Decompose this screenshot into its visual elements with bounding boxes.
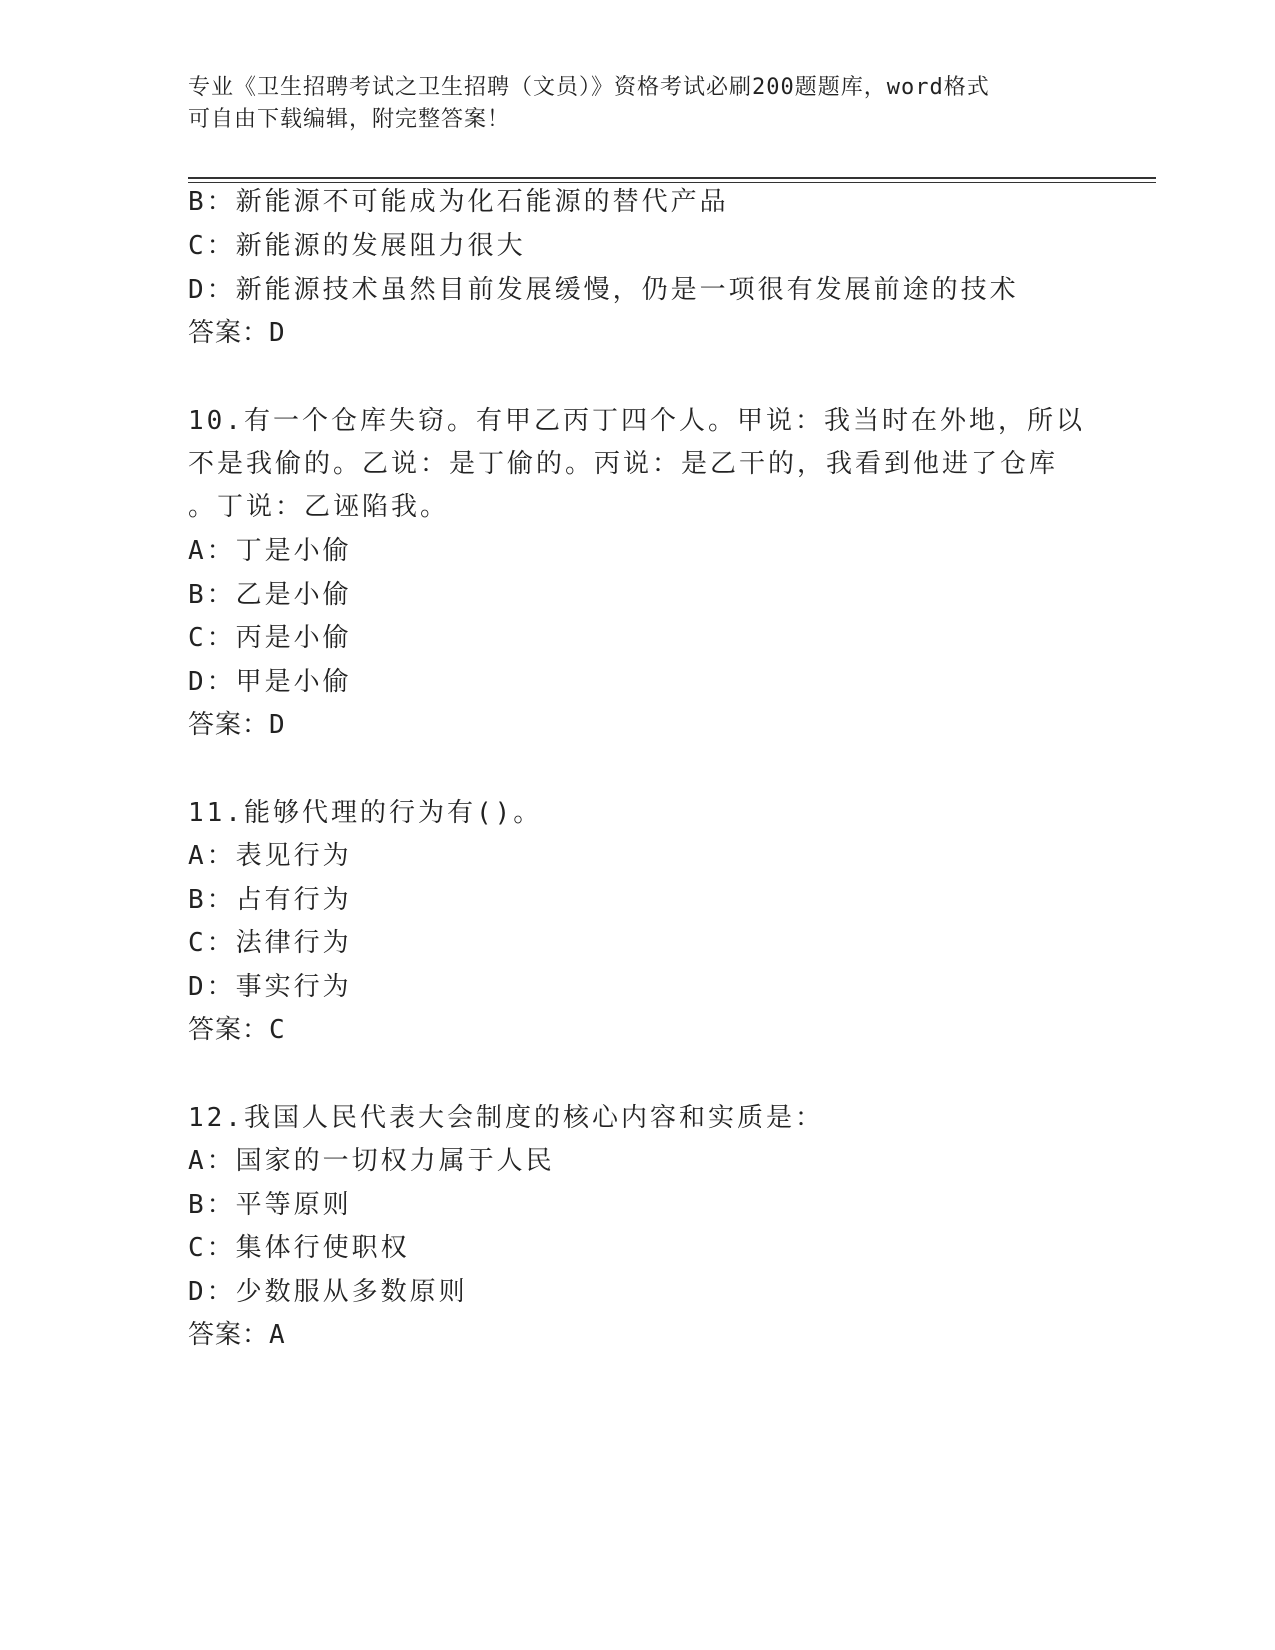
q12-option-d: D：少数服从多数原则: [188, 1277, 468, 1307]
q10-option-a: A：丁是小偷: [188, 536, 352, 566]
q12-stem: 12.我国人民代表大会制度的核心内容和实质是：: [188, 1103, 824, 1133]
q12-answer: 答案：A: [188, 1320, 286, 1350]
q10-option-b: B：乙是小偷: [188, 580, 352, 610]
q11-stem: 11.能够代理的行为有()。: [188, 798, 543, 828]
q11-answer: 答案：C: [188, 1015, 286, 1045]
header-line-1: 专业《卫生招聘考试之卫生招聘（文员）》资格考试必刷200题题库，word格式: [188, 75, 990, 100]
q11-option-d: D：事实行为: [188, 972, 352, 1002]
q12-option-a: A：国家的一切权力属于人民: [188, 1146, 555, 1176]
header-divider: [188, 177, 1156, 183]
q12-option-b: B：平等原则: [188, 1190, 352, 1220]
q11-option-c: C：法律行为: [188, 928, 352, 958]
page-header: [188, 72, 1068, 136]
header-line-2: 可自由下载编辑，附完整答案！: [188, 107, 511, 132]
q9-option-c: C：新能源的发展阻力很大: [188, 231, 526, 261]
q10-stem-line-2: 不是我偷的。乙说：是丁偷的。丙说：是乙干的，我看到他进了仓库: [188, 449, 1059, 479]
q11-option-b: B：占有行为: [188, 885, 352, 915]
q9-option-d: D：新能源技术虽然目前发展缓慢，仍是一项很有发展前途的技术: [188, 275, 1019, 305]
q9-answer: 答案：D: [188, 318, 286, 348]
q9-option-b: B：新能源不可能成为化石能源的替代产品: [188, 187, 729, 217]
q12-option-c: C：集体行使职权: [188, 1233, 410, 1263]
q11-option-a: A：表见行为: [188, 841, 352, 871]
q10-stem-line-1: 10.有一个仓库失窃。有甲乙丙丁四个人。甲说：我当时在外地，所以: [188, 406, 1085, 436]
q10-option-d: D：甲是小偷: [188, 667, 352, 697]
q10-answer: 答案：D: [188, 710, 286, 740]
q10-option-c: C：丙是小偷: [188, 623, 352, 653]
q10-stem-line-3: 。丁说：乙诬陷我。: [188, 492, 450, 522]
